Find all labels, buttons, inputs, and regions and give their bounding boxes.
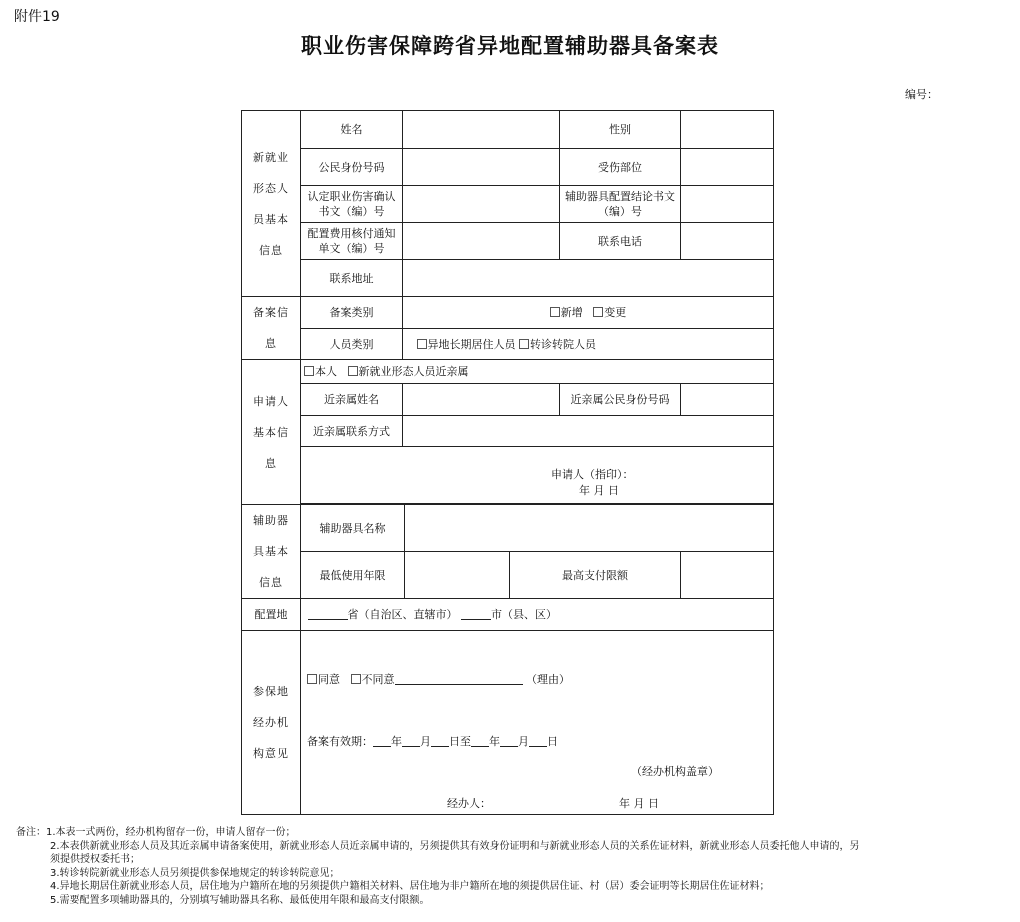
label-gender: 性别 xyxy=(560,111,681,149)
filing-form-table xyxy=(241,110,774,815)
checkbox-relative[interactable] xyxy=(348,366,358,376)
section-applicant-info: 申请人 基本信 息 xyxy=(242,360,301,505)
field-confirm-doc[interactable] xyxy=(403,186,560,223)
checkbox-new[interactable] xyxy=(550,307,560,317)
handler-label: 经办人： xyxy=(447,796,491,810)
label-injury-part: 受伤部位 xyxy=(560,149,681,186)
label-name: 姓名 xyxy=(301,111,403,149)
field-filing-type[interactable]: 新增 变更 xyxy=(403,297,774,329)
serial-number-label: 编号： xyxy=(905,88,938,101)
label-relative-contact: 近亲属联系方式 xyxy=(301,416,403,447)
checkbox-long-term-resident[interactable] xyxy=(417,339,427,349)
field-address[interactable] xyxy=(403,260,774,297)
label-filing-type: 备案类别 xyxy=(301,297,403,329)
label-person-type: 人员类别 xyxy=(301,329,403,360)
section-agency-opinion: 参保地 经办机 构意见 xyxy=(242,631,301,815)
attachment-label: 附件19 xyxy=(14,9,60,25)
agency-opinion-area[interactable] xyxy=(301,631,774,815)
agency-decision-line: 同意 不同意 （理由） xyxy=(307,672,570,687)
notes-label: 备注： xyxy=(16,827,46,838)
applicant-date: 年 月 日 xyxy=(579,484,619,497)
section-filing-info: 备案信 息 xyxy=(242,297,301,360)
checkbox-change[interactable] xyxy=(593,307,603,317)
label-id-number: 公民身份号码 xyxy=(301,149,403,186)
checkbox-transfer-patient[interactable] xyxy=(519,339,529,349)
field-relative-contact[interactable] xyxy=(403,416,774,447)
field-location[interactable]: 省（自治区、直辖市） 市（县、区） xyxy=(301,599,774,631)
label-device-name: 辅助器具名称 xyxy=(301,505,405,552)
field-max-pay[interactable] xyxy=(681,552,774,599)
blank-reason[interactable] xyxy=(395,672,523,685)
applicant-signature-label: 申请人（指印）： xyxy=(551,468,634,481)
field-relative-id[interactable] xyxy=(681,384,774,416)
field-applicant-type[interactable]: 本人 新就业形态人员近亲属 xyxy=(301,360,774,384)
applicant-signature-area[interactable] xyxy=(301,447,774,504)
label-config-doc: 辅助器具配置结论书文（编）号 xyxy=(560,186,681,223)
field-id-number[interactable] xyxy=(403,149,560,186)
agency-seal-label: （经办机构盖章） xyxy=(631,764,719,778)
label-relative-id: 近亲属公民身份号码 xyxy=(560,384,681,416)
label-confirm-doc: 认定职业伤害确认书文（编）号 xyxy=(301,186,403,223)
section-location: 配置地 xyxy=(242,599,301,631)
field-injury-part[interactable] xyxy=(681,149,774,186)
agency-date: 年 月 日 xyxy=(619,796,659,810)
validity-period-line: 备案有效期： 年 月 日至 年 月 日 xyxy=(307,734,558,748)
label-address: 联系地址 xyxy=(301,260,403,297)
checkbox-agree[interactable] xyxy=(307,674,317,684)
field-min-years[interactable] xyxy=(405,552,510,599)
field-fee-notice[interactable] xyxy=(403,223,560,260)
label-relative-name: 近亲属姓名 xyxy=(301,384,403,416)
field-name[interactable] xyxy=(403,111,560,149)
label-max-pay: 最高支付限额 xyxy=(510,552,681,599)
field-config-doc[interactable] xyxy=(681,186,774,223)
field-device-name[interactable] xyxy=(405,505,774,552)
label-fee-notice: 配置费用核付通知单文（编）号 xyxy=(301,223,403,260)
section-device-info: 辅助器 具基本 信息 xyxy=(242,505,301,599)
field-phone[interactable] xyxy=(681,223,774,260)
checkbox-self[interactable] xyxy=(304,366,314,376)
checkbox-disagree[interactable] xyxy=(351,674,361,684)
notes: 备注：1.本表一式两份，经办机构留存一份，申请人留存一份； 2.本表供新就业形态人员及其近亲属申请备案使用，新就业形态人员近亲属申请的，另须提供其有效身份证明和与新就业形态人员的关系佐证材料，新就业形态人员委托他人申请的，另 须提供授权委托书； 3.转诊转院新就业形态人员另须提供参保地规定的转诊转院意见； 4.异地长期居住新就业形态人员，居住地为户籍所在地的另须提供户籍相关材料、居住地为非户籍所在地的须提供居住证、村（居）委会证明等长期居住佐证材料； 5.需要配置多项辅助器具的，分别填写辅助器具名称、最低使用年限和最高支付限额。 xyxy=(16,827,860,906)
field-person-type[interactable]: 异地长期居住人员 转诊转院人员 xyxy=(403,329,774,360)
section-basic-info: 新就业 形态人 员基本 信息 xyxy=(242,111,301,297)
blank-city[interactable] xyxy=(461,607,491,620)
field-relative-name[interactable] xyxy=(403,384,560,416)
page-title: 职业伤害保障跨省异地配置辅助器具备案表 xyxy=(301,34,719,58)
blank-province[interactable] xyxy=(308,607,348,620)
label-phone: 联系电话 xyxy=(560,223,681,260)
label-min-years: 最低使用年限 xyxy=(301,552,405,599)
field-gender[interactable] xyxy=(681,111,774,149)
